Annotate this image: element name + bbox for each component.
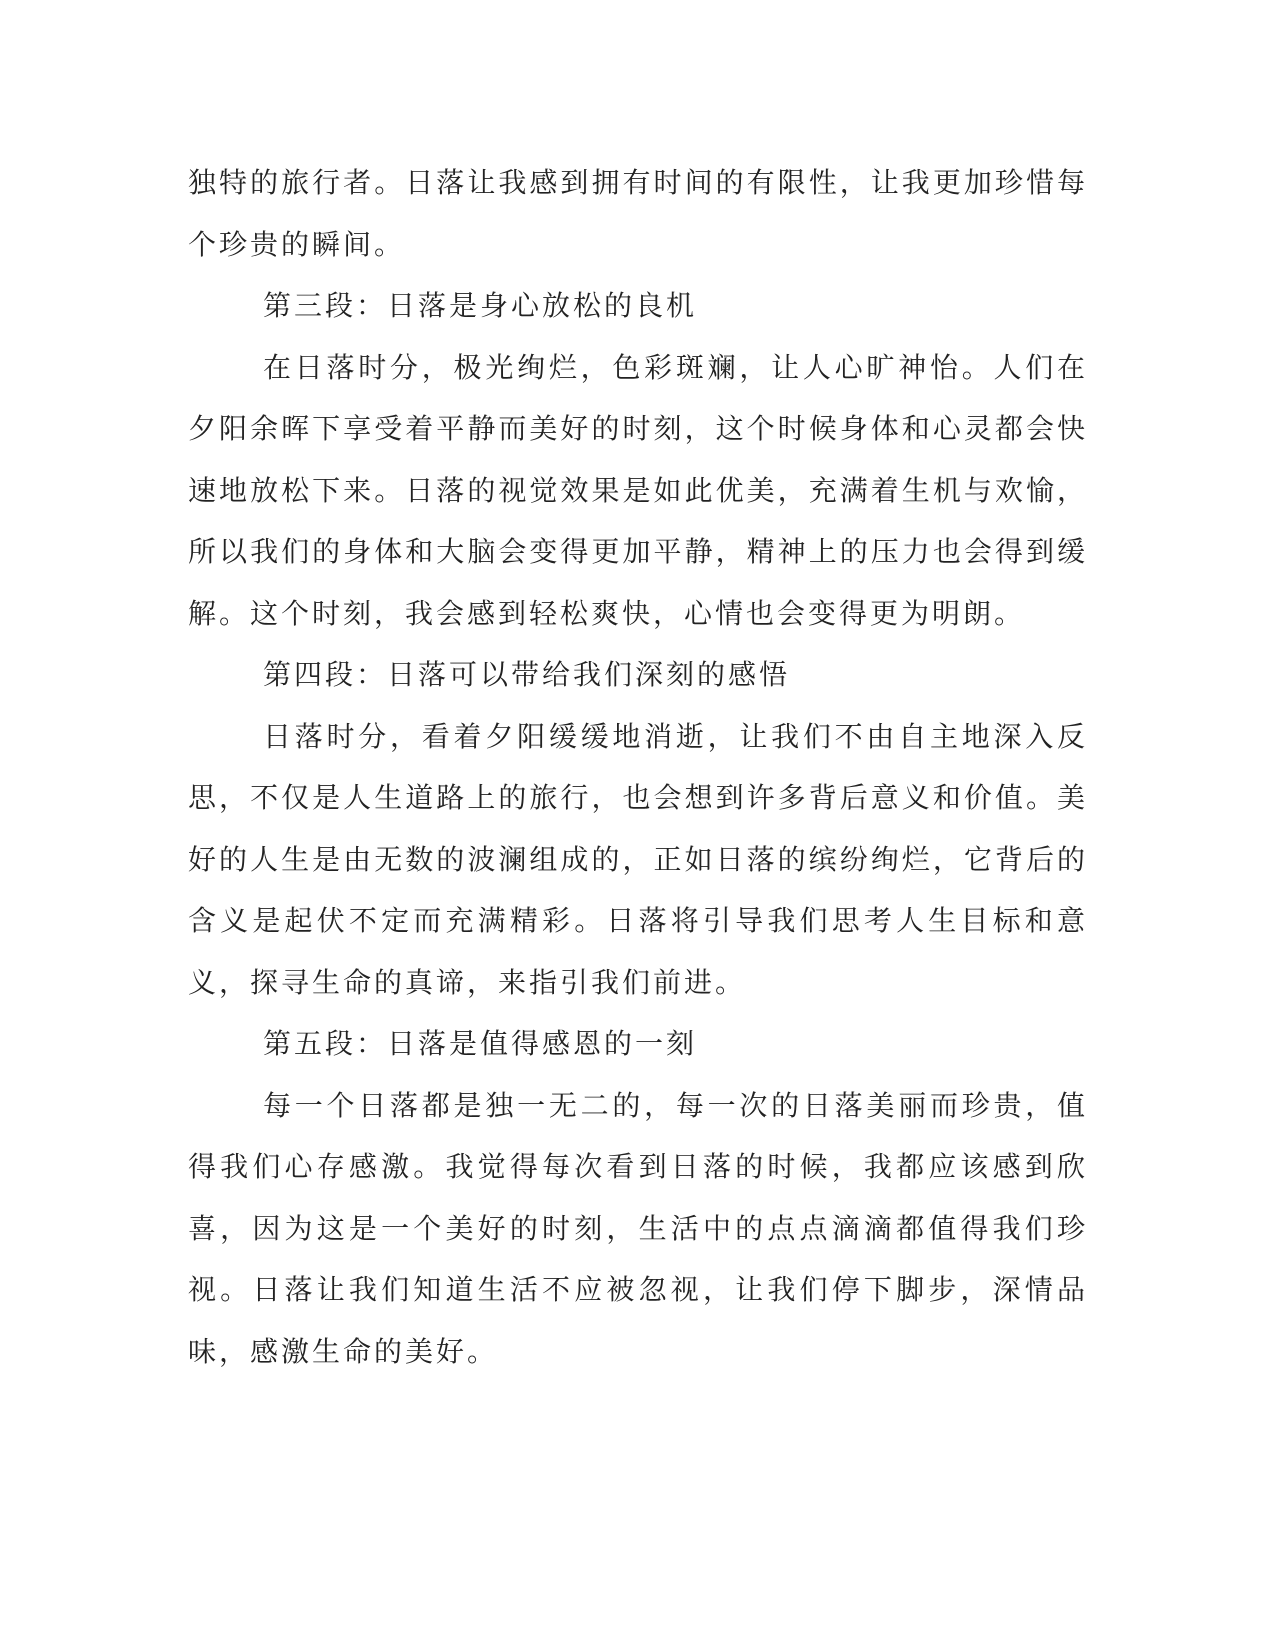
- paragraph-section-3: 在日落时分，极光绚烂，色彩斑斓，让人心旷神怡。人们在夕阳余晖下享受着平静而美好的时刻，这个时候身体和心灵都会快速地放松下来。日落的视觉效果是如此优美，充满着生机与欢愉，所以我们的身体和大脑会变得更加平静，精神上的压力也会得到缓解。这个时刻，我会感到轻松爽快，心情也会变得更为明朗。: [188, 350, 1088, 630]
- paragraph-section-4: 日落时分，看着夕阳缓缓地消逝，让我们不由自主地深入反思，不仅是人生道路上的旅行，也会想到许多背后意义和价值。美好的人生是由无数的波澜组成的，正如日落的缤纷绚烂，它背后的含义是起伏不定而充满精彩。日落将引导我们思考人生目标和意义，探寻生命的真谛，来指引我们前进。: [188, 719, 1088, 999]
- section-heading-4: 第四段：日落可以带给我们深刻的感悟: [263, 658, 791, 691]
- section-heading-3: 第三段：日落是身心放松的良机: [263, 289, 698, 322]
- paragraph-section-5: 每一个日落都是独一无二的，每一次的日落美丽而珍贵，值得我们心存感激。我觉得每次看到日落的时候，我都应该感到欣喜，因为这是一个美好的时刻，生活中的点点滴滴都值得我们珍视。日落让我们知道生活不应被忽视，让我们停下脚步，深情品味，感激生命的美好。: [188, 1088, 1088, 1368]
- document-page: [188, 152, 1088, 1382]
- paragraph-continued: 独特的旅行者。日落让我感到拥有时间的有限性，让我更加珍惜每个珍贵的瞬间。: [188, 166, 1088, 261]
- section-heading-5: 第五段：日落是值得感恩的一刻: [263, 1027, 698, 1060]
